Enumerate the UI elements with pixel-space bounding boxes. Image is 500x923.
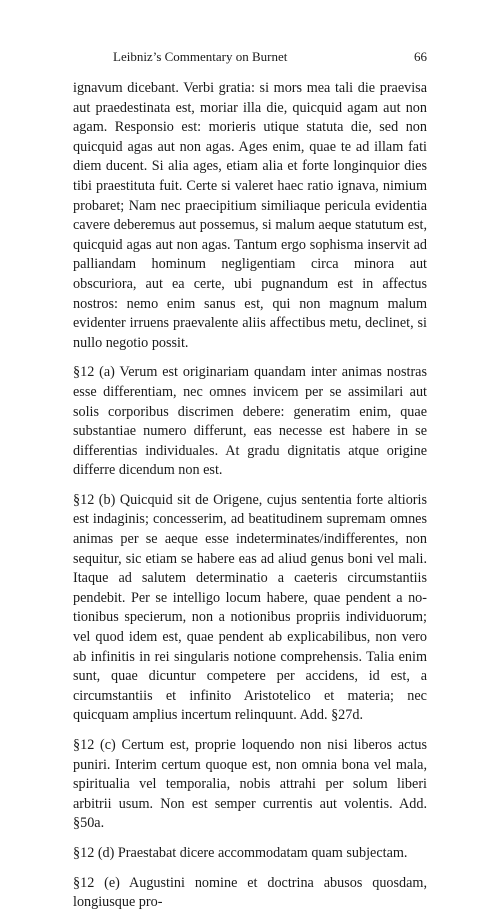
running-head (113, 49, 427, 65)
page-number: 66 (414, 49, 427, 64)
paragraph: ignavum dicebant. Verbi gratia: si mors mea tali die praevisa aut praedestinata est, moriar illa die, quicquid agam aut non agam. Responsio est: morieris utique statuta die, sed non quicquid agas aut non agas. Ages enim, quae te ad illam fati diem ducent. Si alia ages, etiam alia et forte longinquior dies tibi praestituta fuit. Certe si valeret haec ratio ignava, nimium probaret; Nam nec praecipitium similiaque pericula evidentia cavere deberemus aut possemus, si malum aeque statutum est, quicquid agas aut non agas. Tantum ergo sophisma inservit ad palliandam hominum negligentiam circa minora aut obscuriora, aut ea certe, ubi pugnandum est in affectus nostros: nemo enim sanus est, qui non magnum malum evidenter irruens praevalente aliis affectibus metu, declinet, si nullo negotio possit. (73, 80, 427, 351)
paragraph: §12 (e) Augustini nomine et doctrina abusos quosdam, longiusque pro- (73, 874, 427, 911)
body-text (73, 79, 427, 923)
paragraph: §12 (c) Certum est, proprie loquendo non nisi liberos actus puniri. Interim certum quoque est, non omnia bona vel mala, spiritualia vel temporalia, nobis attrahi per solum liberi arbitrii usum. Non est semper currentis aut volentis. Add. §50a. (73, 737, 427, 832)
paragraph: §12 (b) Quicquid sit de Origene, cujus sententia forte altioris est indaginis; concesserim, ad beatitudinem supremam omnes animas per se aeque esse indeterminates/indifferentes, non sequitur, sic etiam se habere eas ad aliud genus boni vel mali. Itaque ad salutem determinatio a caeteris circumstantiis pendebit. Per se intelligo locum habere, quae pendent a notionibus specierum, non a notionibus propriis individuorum; vel quod idem est, quae pendent ab explicabilibus, non vero ab infinitis in rei singularis notione comprehensis. Talia enim sunt, quae dicuntur competere per accidens, id est, a circumstantiis et infinito Aristotelico et materia; nec quicquam amplius incertum relinquunt. Add. §27d. (73, 491, 427, 724)
paragraph: §12 (a) Verum est originariam quandam inter animas nostras esse differentiam, nec omnes invicem per se assimilari aut solis corporibus discrimen debere: generatim enim, quae substantiae numero differunt, eas necesse est habere in se differentias individuales. At gradu dignitatis atque origine differre dicendum non est. (73, 364, 427, 479)
running-head-title: Leibniz’s Commentary on Burnet (113, 49, 288, 64)
paragraph: §12 (d) Praestabat dicere accommodatam quam subjectam. (73, 844, 408, 861)
